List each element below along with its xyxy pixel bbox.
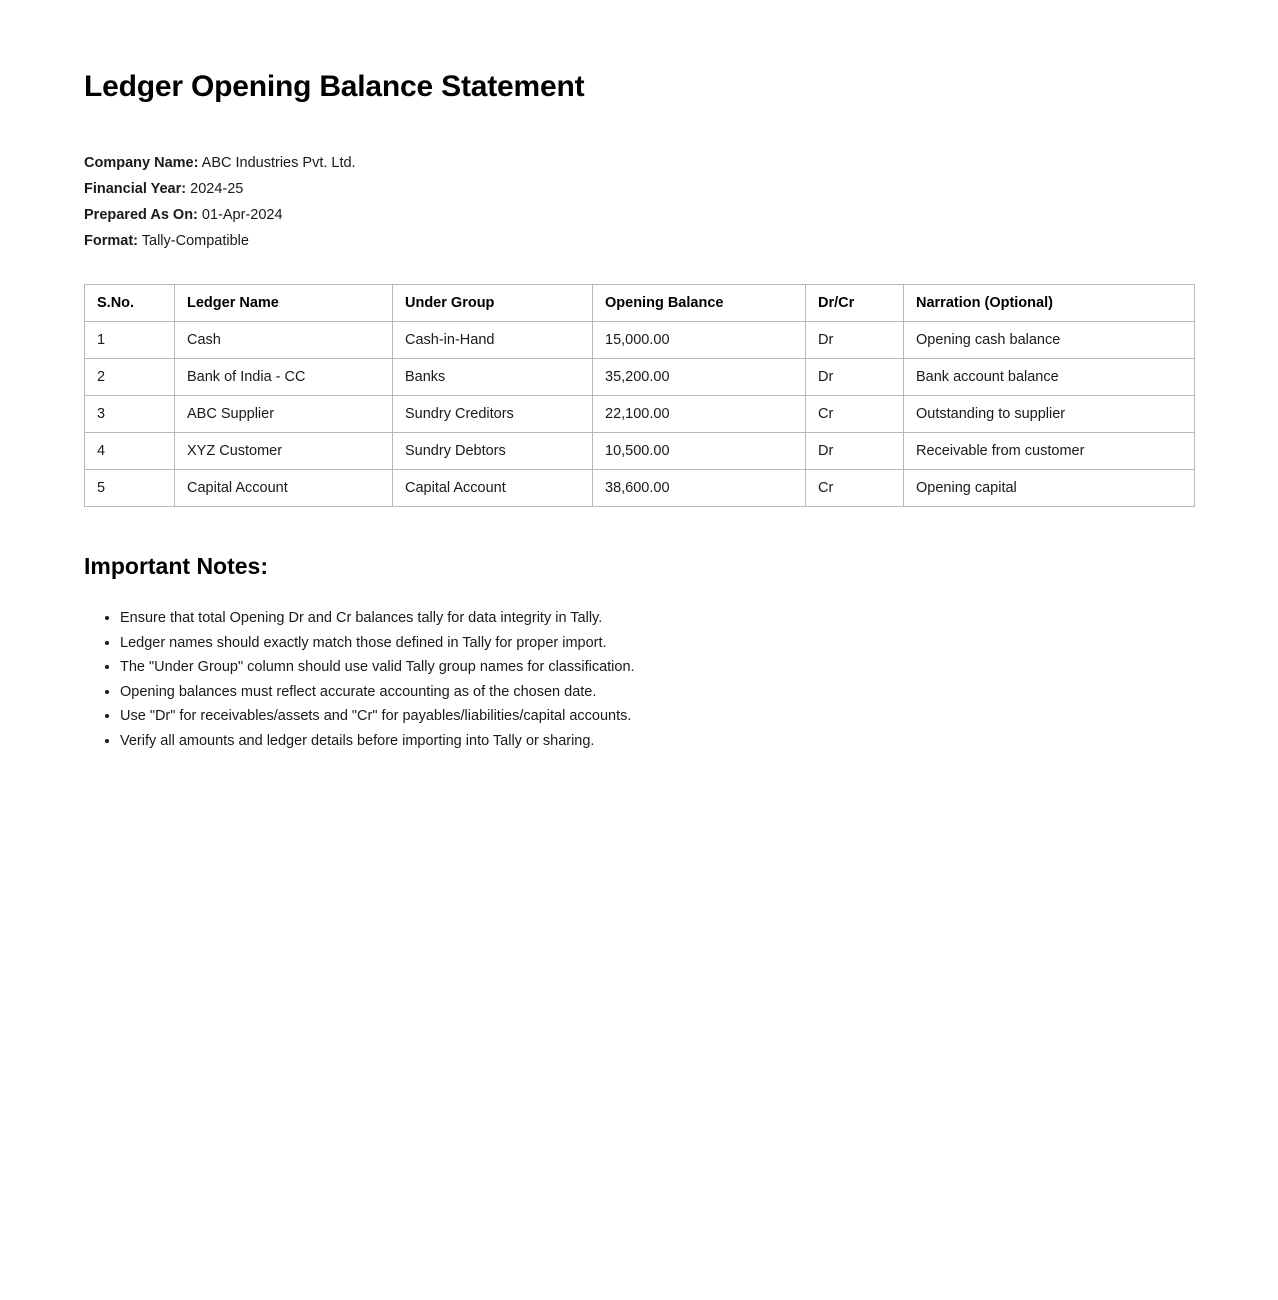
cell-under-group: Sundry Creditors — [393, 396, 593, 433]
cell-under-group: Banks — [393, 359, 593, 396]
meta-label-format: Format: — [84, 233, 138, 249]
list-item: • Ensure that total Opening Dr and Cr balances tally for data integrity in Tally. — [120, 606, 1194, 631]
cell-narration: Opening capital — [904, 470, 1195, 507]
cell-opening-balance: 15,000.00 — [593, 322, 806, 359]
column-header-sno: S.No. — [85, 285, 175, 322]
table-row — [85, 396, 1195, 433]
list-item: • Use "Dr" for receivables/assets and "Cr" for payables/liabilities/capital accounts. — [120, 704, 1194, 729]
page-title: Ledger Opening Balance Statement — [84, 70, 585, 103]
meta-value-company: ABC Industries Pvt. Ltd. — [201, 155, 356, 171]
cell-drcr: Dr — [806, 359, 904, 396]
cell-narration: Outstanding to supplier — [904, 396, 1195, 433]
meta-row-company — [84, 150, 1194, 176]
table-row — [85, 359, 1195, 396]
cell-ledger-name: ABC Supplier — [175, 396, 393, 433]
cell-opening-balance: 22,100.00 — [593, 396, 806, 433]
cell-drcr: Cr — [806, 470, 904, 507]
cell-ledger-name: Cash — [175, 322, 393, 359]
meta-label-financial-year: Financial Year: — [84, 181, 187, 197]
meta-value-prepared-as-on: 01-Apr-2024 — [201, 207, 283, 223]
notes-list — [84, 606, 1194, 753]
list-item: • Verify all amounts and ledger details before importing into Tally or sharing. — [120, 729, 1194, 754]
cell-narration: Opening cash balance — [904, 322, 1195, 359]
column-header-opening-balance: Opening Balance — [593, 285, 806, 322]
cell-sno: 3 — [85, 396, 175, 433]
meta-row-format — [84, 228, 1194, 254]
cell-opening-balance: 10,500.00 — [593, 433, 806, 470]
column-header-under-group: Under Group — [393, 285, 593, 322]
meta-value-format: Tally-Compatible — [141, 233, 249, 249]
table-row — [85, 433, 1195, 470]
cell-drcr: Dr — [806, 433, 904, 470]
list-item: • Opening balances must reflect accurate accounting as of the chosen date. — [120, 680, 1194, 705]
meta-label-prepared-as-on: Prepared As On: — [84, 207, 198, 223]
list-item: • The "Under Group" column should use valid Tally group names for classification. — [120, 655, 1194, 680]
cell-opening-balance: 35,200.00 — [593, 359, 806, 396]
cell-sno: 2 — [85, 359, 175, 396]
cell-ledger-name: Bank of India - CC — [175, 359, 393, 396]
cell-under-group: Capital Account — [393, 470, 593, 507]
cell-drcr: Cr — [806, 396, 904, 433]
cell-sno: 4 — [85, 433, 175, 470]
column-header-narration: Narration (Optional) — [904, 285, 1195, 322]
cell-narration: Bank account balance — [904, 359, 1195, 396]
cell-narration: Receivable from customer — [904, 433, 1195, 470]
ledger-table — [84, 284, 1195, 507]
table-row — [85, 322, 1195, 359]
notes-title: Important Notes: — [84, 553, 268, 579]
cell-under-group: Sundry Debtors — [393, 433, 593, 470]
meta-value-financial-year: 2024-25 — [190, 181, 244, 197]
column-header-drcr: Dr/Cr — [806, 285, 904, 322]
cell-sno: 5 — [85, 470, 175, 507]
table-header-row — [85, 285, 1195, 322]
cell-ledger-name: XYZ Customer — [175, 433, 393, 470]
meta-row-prepared-as-on — [84, 202, 1194, 228]
column-header-ledger-name: Ledger Name — [175, 285, 393, 322]
meta-row-financial-year — [84, 176, 1194, 202]
table-row — [85, 470, 1195, 507]
cell-drcr: Dr — [806, 322, 904, 359]
list-item: • Ledger names should exactly match those defined in Tally for proper import. — [120, 631, 1194, 656]
cell-opening-balance: 38,600.00 — [593, 470, 806, 507]
cell-sno: 1 — [85, 322, 175, 359]
cell-ledger-name: Capital Account — [175, 470, 393, 507]
meta-label-company: Company Name: — [84, 155, 199, 171]
cell-under-group: Cash-in-Hand — [393, 322, 593, 359]
document-meta — [84, 150, 1194, 254]
